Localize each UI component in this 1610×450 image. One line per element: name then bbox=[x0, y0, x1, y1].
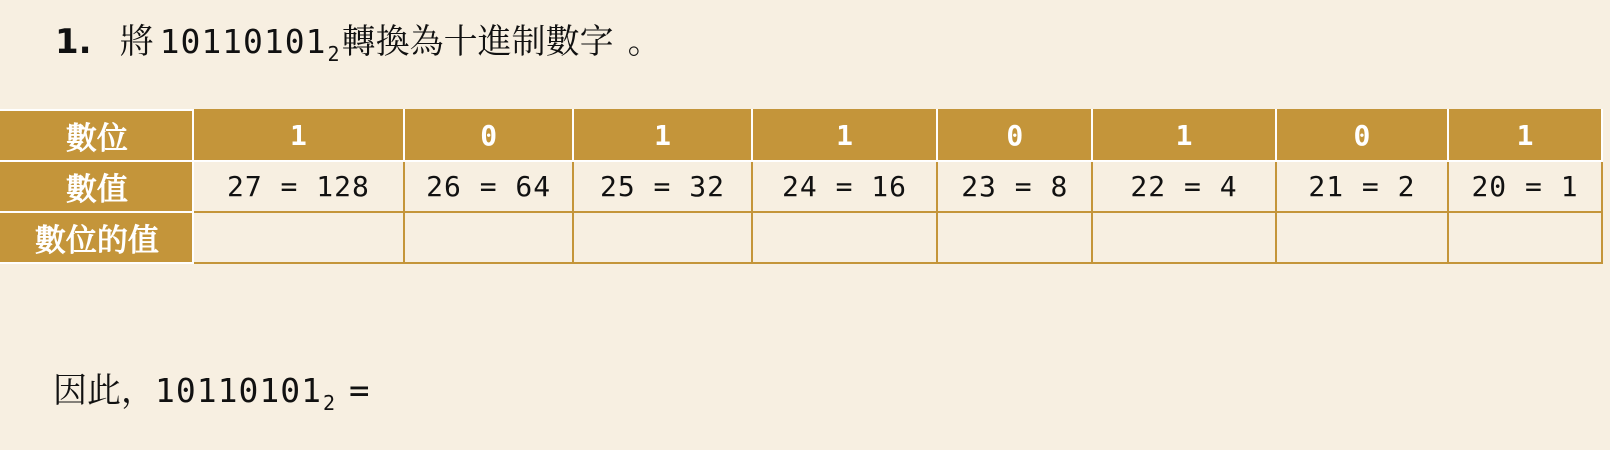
digit-cell: 0 bbox=[404, 110, 573, 161]
question-number: 1. bbox=[55, 22, 92, 62]
digit-cell: 1 bbox=[1448, 110, 1602, 161]
digit-cell: 1 bbox=[193, 110, 404, 161]
digit-value-answer-cell[interactable] bbox=[193, 212, 404, 263]
digit-row bbox=[1, 110, 1602, 161]
place-value-cell: 24 = 16 bbox=[752, 161, 938, 212]
place-value-cell: 23 = 8 bbox=[937, 161, 1092, 212]
digit-value-answer-cell[interactable] bbox=[1092, 212, 1276, 263]
question-period: 。 bbox=[627, 22, 662, 62]
digit-cell: 0 bbox=[937, 110, 1092, 161]
place-value-row bbox=[1, 161, 1602, 212]
place-value-cell: 22 = 4 bbox=[1092, 161, 1276, 212]
answer-text: 因此， bbox=[53, 371, 155, 411]
answer-base-subscript: 2 bbox=[322, 391, 335, 415]
question-binary-number: 10110101 bbox=[159, 22, 327, 61]
place-value-cell: 21 = 2 bbox=[1276, 161, 1448, 212]
row-header-place-value: 數值 bbox=[1, 161, 193, 212]
question-base-subscript: 2 bbox=[327, 42, 340, 66]
digit-value-answer-cell[interactable] bbox=[404, 212, 573, 263]
digit-value-answer-cell[interactable] bbox=[1448, 212, 1602, 263]
row-header-digit-value: 數位的值 bbox=[1, 212, 193, 263]
digit-cell: 1 bbox=[752, 110, 938, 161]
digit-value-answer-cell[interactable] bbox=[573, 212, 751, 263]
digit-cell: 1 bbox=[1092, 110, 1276, 161]
row-header-digit: 數位 bbox=[1, 110, 193, 161]
answer-binary-number: 10110101 bbox=[155, 371, 322, 410]
answer-equals-sign: = bbox=[349, 371, 370, 411]
digit-value-answer-cell[interactable] bbox=[752, 212, 938, 263]
place-value-cell: 27 = 128 bbox=[193, 161, 404, 212]
answer-line bbox=[53, 363, 369, 413]
digit-cell: 1 bbox=[573, 110, 751, 161]
question-text-after: 轉換為十進制數字 bbox=[341, 22, 614, 62]
place-value-cell: 26 = 64 bbox=[404, 161, 573, 212]
digit-value-answer-cell[interactable] bbox=[937, 212, 1092, 263]
digit-value-answer-cell[interactable] bbox=[1276, 212, 1448, 263]
question-line bbox=[55, 14, 662, 64]
question-text-before: 將 bbox=[119, 22, 154, 62]
place-value-cell: 25 = 32 bbox=[573, 161, 751, 212]
digit-value-row bbox=[1, 212, 1602, 263]
conversion-table bbox=[0, 109, 1603, 264]
digit-cell: 0 bbox=[1276, 110, 1448, 161]
place-value-cell: 20 = 1 bbox=[1448, 161, 1602, 212]
